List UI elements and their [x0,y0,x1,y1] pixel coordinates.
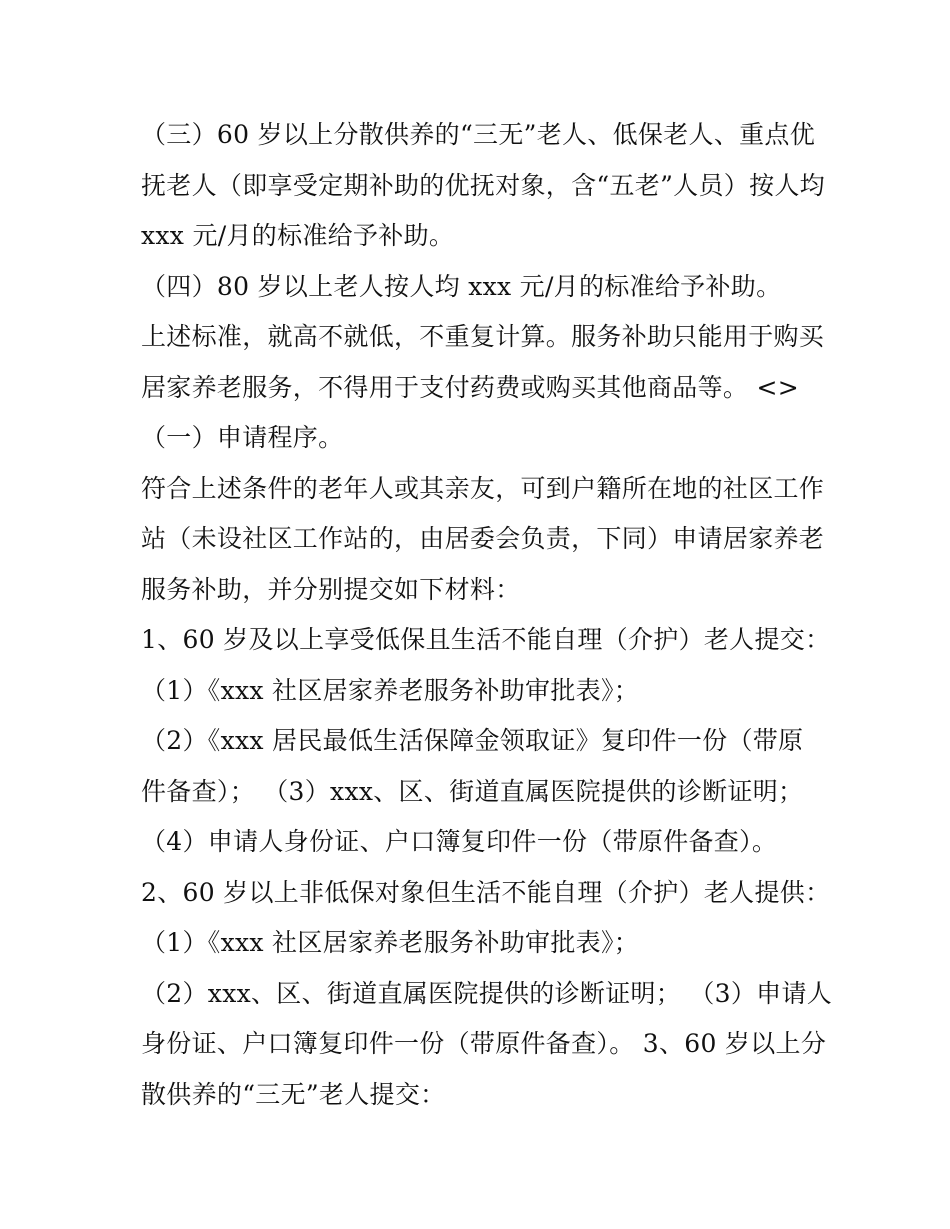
text-line-1: （三）60 岁以上分散供养的“三无”老人、低保老人、重点优 [141,120,816,149]
text-line-12: （1）《xxx 社区居家养老服务补助审批表》； [141,675,640,705]
text-line-5: 上述标准，就高不就低，不重复计算。服务补助只能用于购买 [141,322,825,351]
text-line-4: （四）80 岁以上老人按人均 xxx 元/月的标准给予补助。 [141,271,782,301]
text-line-13: （2）《xxx 居民最低生活保障金领取证》复印件一份（带原 [141,726,804,755]
text-line-19: 身份证、户口簿复印件一份（带原件备查）。 3、60 岁以上分 [141,1029,827,1058]
text-line-15: （4）申请人身份证、户口簿复印件一份（带原件备查）。 [141,827,778,856]
text-line-18: （2）xxx、区、街道直属医院提供的诊断证明； （3）申请人 [141,978,833,1008]
text-line-7: （一）申请程序。 [141,423,344,452]
document-body [141,110,831,1120]
text-line-2: 抚老人（即享受定期补助的优抚对象，含“五老”人员）按人均 [141,170,825,200]
text-line-14: 件备查）； （3）xxx、区、街道直属医院提供的诊断证明； [141,776,804,806]
text-line-6: 居家养老服务，不得用于支付药费或购买其他商品等。 <> [141,372,799,402]
text-line-11: 1、60 岁及以上享受低保且生活不能自理（介护）老人提交： [141,625,831,654]
text-line-16: 2、60 岁以上非低保对象但生活不能自理（介护）老人提供： [141,877,831,907]
text-line-8: 符合上述条件的老年人或其亲友，可到户籍所在地的社区工作 [141,473,825,503]
text-line-17: （1）《xxx 社区居家养老服务补助审批表》； [141,928,640,957]
text-line-20: 散供养的“三无”老人提交： [141,1079,446,1109]
text-line-10: 服务补助，并分别提交如下材料： [141,574,521,604]
text-line-9: 站（未设社区工作站的，由居委会负责，下同）申请居家养老 [141,524,825,553]
text-line-3: xxx 元/月的标准给予补助。 [141,221,455,250]
